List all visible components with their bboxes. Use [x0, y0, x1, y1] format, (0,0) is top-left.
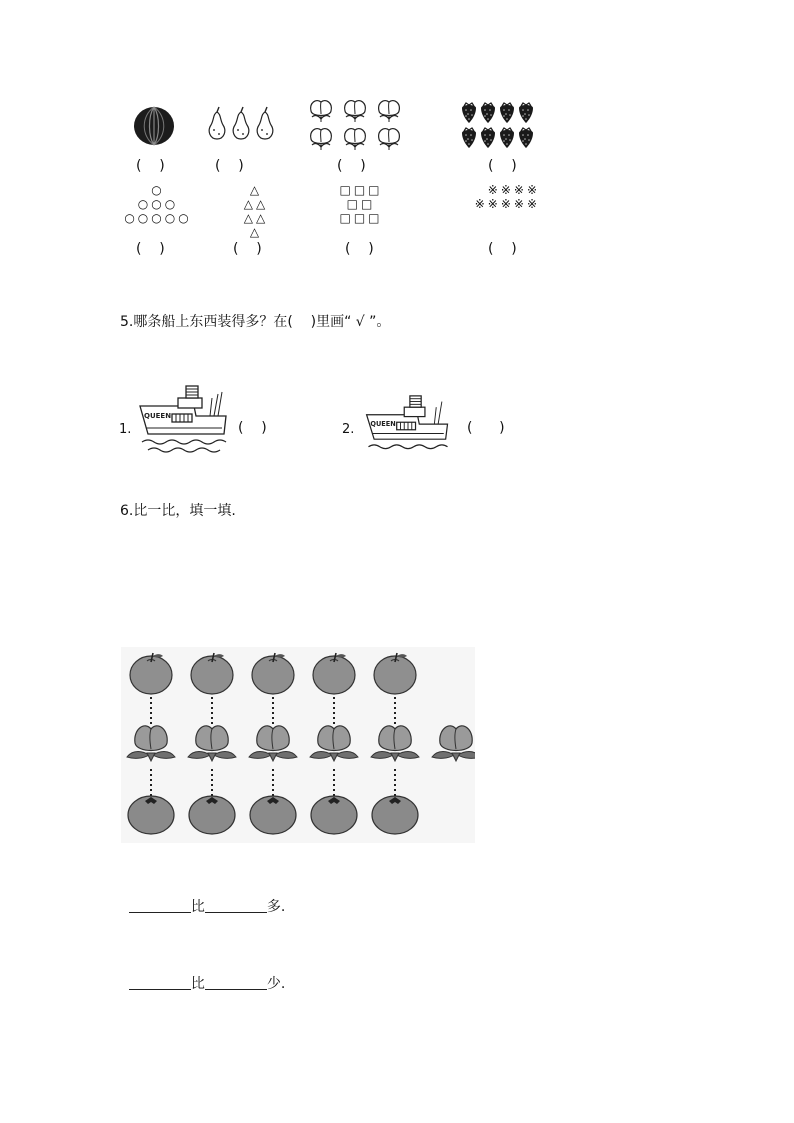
sentence-2-end: 少. [266, 976, 286, 992]
circles-row: ○○○○○ [124, 211, 192, 225]
pears-picture [205, 106, 281, 140]
tomato-icon [128, 796, 174, 834]
strawberries-picture [460, 101, 536, 151]
sentence-1-end: 多. [266, 899, 286, 915]
circles-row: ○ [151, 183, 165, 197]
peach-icon [127, 726, 175, 761]
question-6-title: 6.比一比，填一填. [120, 503, 236, 519]
fill-sentence-1 [120, 880, 285, 916]
boat-2-picture [360, 394, 456, 458]
triangles-row: △ [249, 225, 263, 239]
blank-1b[interactable] [205, 898, 267, 913]
circles-group [120, 183, 196, 225]
blank-2a[interactable] [129, 975, 191, 990]
apple-icon [313, 653, 355, 694]
fill-sentence-2 [120, 957, 285, 993]
sentence-2-compare-word: 比 [190, 976, 205, 992]
tomato-icon [311, 796, 357, 834]
circles-row: ○○○ [137, 197, 179, 211]
answer-squares[interactable]: ( ) [345, 241, 374, 257]
peaches-picture [307, 97, 407, 153]
answer-pears[interactable]: ( ) [215, 158, 244, 174]
tomato-icon [372, 796, 418, 834]
apple-icon [374, 653, 416, 694]
blank-2b[interactable] [205, 975, 267, 990]
stars-group [466, 183, 546, 211]
triangles-row: △ [249, 183, 263, 197]
peach-icon [371, 726, 419, 761]
peach-icon [249, 726, 297, 761]
answer-watermelon[interactable]: ( ) [136, 158, 165, 174]
triangles-row: △△ [243, 197, 269, 211]
boat-2-label: 2. [342, 422, 355, 437]
blank-1a[interactable] [129, 898, 191, 913]
peach-icon [188, 726, 236, 761]
squares-row: □□□ [339, 211, 383, 225]
peach-icon [432, 726, 475, 761]
comparison-picture [121, 647, 475, 843]
triangles-row: △△ [243, 211, 269, 225]
triangles-group [228, 183, 284, 239]
sentence-1-compare-word: 比 [190, 899, 205, 915]
comparison-svg [121, 647, 475, 843]
boat-1-answer[interactable]: ( ) [238, 420, 267, 436]
boat-1-text: QUEEN [144, 412, 172, 420]
question-5-title: 5.哪条船上东西装得多？在( )里画“ √ ”。 [120, 314, 391, 330]
stars-row: ※※※※※ [474, 197, 540, 211]
boat-2-text: QUEEN [370, 420, 396, 428]
stars-row: ※※※※ [487, 183, 540, 197]
tomato-icon [250, 796, 296, 834]
apple-icon [191, 653, 233, 694]
peach-icon [310, 726, 358, 761]
answer-triangles[interactable]: ( ) [233, 241, 262, 257]
answer-stars[interactable]: ( ) [488, 241, 517, 257]
answer-circles[interactable]: ( ) [136, 241, 165, 257]
squares-row: □□□ [339, 183, 383, 197]
squares-row: □□ [346, 197, 376, 211]
apple-icon [130, 653, 172, 694]
boat-1-label: 1. [119, 422, 132, 437]
boat-2-answer[interactable]: ( ) [467, 420, 505, 436]
watermelon-picture [133, 106, 175, 146]
squares-group [330, 183, 392, 225]
boat-1-picture [134, 384, 234, 456]
tomato-icon [189, 796, 235, 834]
answer-strawberries[interactable]: ( ) [488, 158, 517, 174]
answer-peaches[interactable]: ( ) [337, 158, 366, 174]
apple-icon [252, 653, 294, 694]
